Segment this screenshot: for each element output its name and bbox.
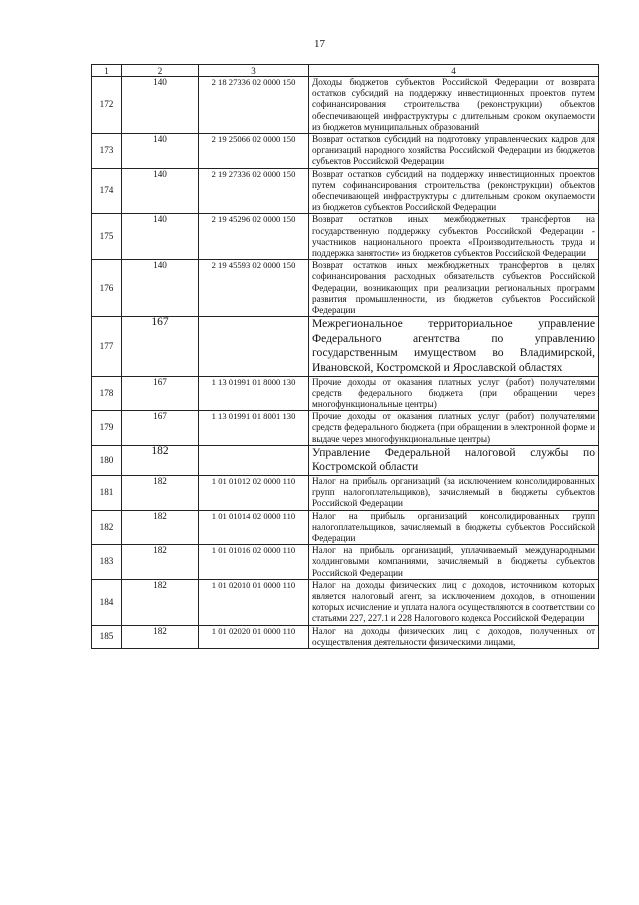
row-number: 179 (92, 411, 122, 446)
admin-code: 140 (122, 77, 199, 134)
row-number: 176 (92, 260, 122, 317)
header-col-4: 4 (309, 65, 599, 77)
budget-classification-code: 2 19 45593 02 0000 150 (199, 260, 309, 317)
revenue-description: Возврат остатков иных межбюджетных трансфертов на государственную поддержку субъектов Российской Федерации - участников национального проекта «Производительность труда и поддержка занятости» из бюджетов субъектов Российской Федерации (309, 214, 599, 260)
header-col-2: 2 (122, 65, 199, 77)
revenue-description: Возврат остатков иных межбюджетных трансфертов в целях софинансирования расходных обязательств субъектов Российской Федерации, возникающих при реализации региональных программ развития промышленности, из бюджетов субъектов Российской Федерации (309, 260, 599, 317)
table-header-row (92, 65, 599, 77)
admin-code: 167 (122, 411, 199, 446)
row-number: 175 (92, 214, 122, 260)
budget-classification-code: 2 19 45296 02 0000 150 (199, 214, 309, 260)
table-row (92, 260, 599, 317)
budget-classification-code: 2 18 27336 02 0000 150 (199, 77, 309, 134)
page-number: 17 (314, 38, 325, 50)
row-number: 184 (92, 579, 122, 625)
revenue-description: Управление Федеральной налоговой службы по Костромской области (309, 445, 599, 475)
revenue-description: Возврат остатков субсидий на подготовку управленческих кадров для организаций народного хозяйства Российской Федерации из бюджетов субъектов Российской Федерации (309, 134, 599, 169)
table-row (92, 411, 599, 446)
table-row (92, 134, 599, 169)
table-row (92, 214, 599, 260)
admin-code: 182 (122, 445, 199, 475)
admin-code: 182 (122, 579, 199, 625)
table-row (92, 376, 599, 411)
table-row (92, 168, 599, 214)
revenue-description: Налог на доходы физических лиц с доходов, источником которых является налоговый агент, за исключением доходов, в отношении которых исчисление и уплата налога осуществляются в соответствии со статьями 227, 227.1 и 228 Налогового кодекса Российской Федерации (309, 579, 599, 625)
row-number: 173 (92, 134, 122, 169)
budget-classification-code (199, 317, 309, 376)
admin-code: 167 (122, 376, 199, 411)
header-col-1: 1 (92, 65, 122, 77)
budget-classification-code: 1 01 02010 01 0000 110 (199, 579, 309, 625)
revenue-description: Налог на прибыль организаций (за исключением консолидированных групп налогоплательщиков), зачисляемый в бюджеты субъектов Российской Федерации (309, 476, 599, 511)
table-row (92, 510, 599, 545)
budget-classification-code: 1 01 02020 01 0000 110 (199, 625, 309, 648)
admin-code: 140 (122, 168, 199, 214)
row-number: 172 (92, 77, 122, 134)
row-number: 181 (92, 476, 122, 511)
row-number: 177 (92, 317, 122, 376)
revenue-description: Налог на доходы физических лиц с доходов, полученных от осуществления деятельности физическими лицами, (309, 625, 599, 648)
row-number: 182 (92, 510, 122, 545)
row-number: 183 (92, 545, 122, 580)
row-number: 174 (92, 168, 122, 214)
admin-code: 140 (122, 134, 199, 169)
revenue-description: Прочие доходы от оказания платных услуг (работ) получателями средств федерального бюджета (при обращении в электронной форме и выдаче через многофункциональные центры) (309, 411, 599, 446)
budget-classification-code: 1 01 01016 02 0000 110 (199, 545, 309, 580)
admin-code: 182 (122, 545, 199, 580)
table-row (92, 579, 599, 625)
revenue-description: Прочие доходы от оказания платных услуг (работ) получателями средств федерального бюджета (при обращении через многофункциональные центры) (309, 376, 599, 411)
revenue-description: Налог на прибыль организаций консолидированных групп налогоплательщиков, зачисляемый в бюджеты субъектов Российской Федерации (309, 510, 599, 545)
revenue-description: Доходы бюджетов субъектов Российской Федерации от возврата остатков субсидий на поддержку инвестиционных проектов путем софинансирования строительства (реконструкции) объектов обеспечивающей инфраструктуры с длительным сроком окупаемости из бюджетов муниципальных образований (309, 77, 599, 134)
revenue-description: Межрегиональное территориальное управление Федерального агентства по управлению государственным имуществом во Владимирской, Ивановской, Костромской и Ярославской областях (309, 317, 599, 376)
row-number: 178 (92, 376, 122, 411)
header-col-3: 3 (199, 65, 309, 77)
budget-classification-code: 2 19 27336 02 0000 150 (199, 168, 309, 214)
budget-classification-code: 1 13 01991 01 8000 130 (199, 376, 309, 411)
budget-classification-code: 1 01 01012 02 0000 110 (199, 476, 309, 511)
table-row (92, 77, 599, 134)
table-row (92, 445, 599, 475)
table-row (92, 625, 599, 648)
table-row (92, 317, 599, 376)
budget-classification-code: 1 13 01991 01 8001 130 (199, 411, 309, 446)
admin-code: 167 (122, 317, 199, 376)
budget-classification-code: 2 19 25066 02 0000 150 (199, 134, 309, 169)
revenue-codes-table (91, 64, 599, 649)
budget-classification-code: 1 01 01014 02 0000 110 (199, 510, 309, 545)
row-number: 185 (92, 625, 122, 648)
revenue-description: Возврат остатков субсидий на поддержку инвестиционных проектов путем софинансирования строительства (реконструкции) объектов обеспечивающей инфраструктуры с длительным сроком окупаемости из бюджетов субъектов Российской Федерации (309, 168, 599, 214)
admin-code: 182 (122, 625, 199, 648)
admin-code: 182 (122, 510, 199, 545)
revenue-description: Налог на прибыль организаций, уплачиваемый международными холдинговыми компаниями, зачисляемый в бюджеты субъектов Российской Федерации (309, 545, 599, 580)
row-number: 180 (92, 445, 122, 475)
budget-classification-code (199, 445, 309, 475)
table-row (92, 545, 599, 580)
table-row (92, 476, 599, 511)
table-body (92, 65, 599, 649)
admin-code: 140 (122, 260, 199, 317)
admin-code: 182 (122, 476, 199, 511)
admin-code: 140 (122, 214, 199, 260)
